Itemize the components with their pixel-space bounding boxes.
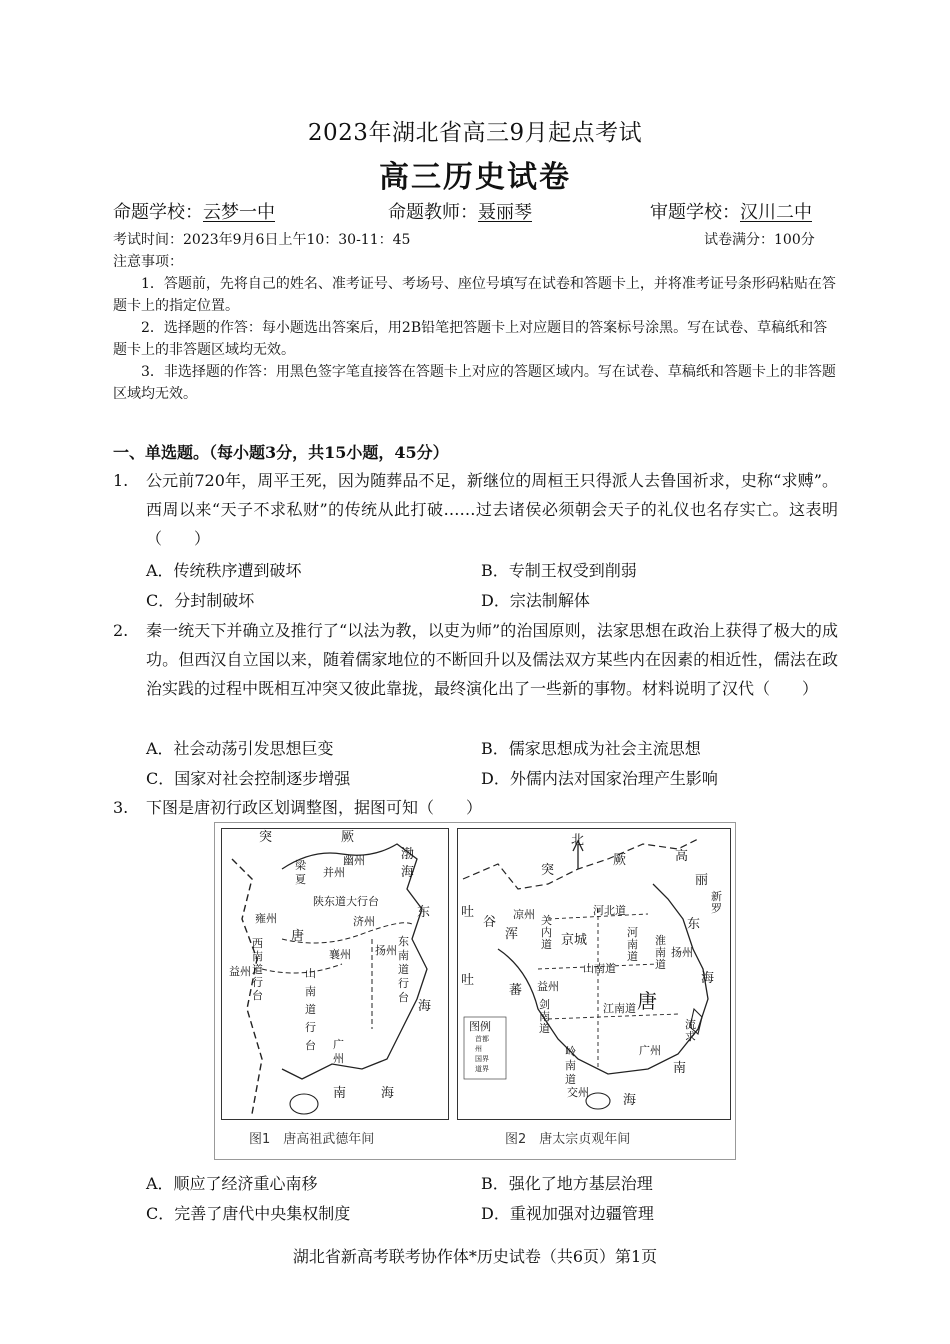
map-label: 江南道 (603, 1002, 636, 1015)
map-label: 厥 (613, 853, 627, 868)
map-label: 京城 (561, 933, 588, 948)
setter-school: 命题学校：云梦一中 (113, 202, 275, 223)
map1-caption: 图1 唐高祖武德年间 (249, 1132, 375, 1147)
map-label: 谷 (483, 915, 497, 930)
legend-item: 首都 (475, 1035, 489, 1043)
map-label: 东 (417, 905, 431, 920)
map-label: 山南道 (583, 962, 616, 975)
option-b: B．儒家思想成为社会主流思想 (481, 739, 701, 758)
map-label: 海 (381, 1086, 395, 1101)
map-label: 海 (701, 971, 715, 986)
map-label: 高 (675, 849, 689, 864)
legend-item: 道界 (475, 1065, 489, 1073)
map-label: 厥 (341, 830, 355, 845)
map-label: 扬州 (671, 946, 693, 959)
option-b: B．专制王权受到削弱 (481, 561, 637, 580)
map-label: 流求 (685, 1018, 696, 1043)
notice-list (113, 273, 838, 405)
notice-heading: 注意事项： (113, 254, 183, 270)
map-label: 西南道行台 (252, 937, 263, 1002)
exam-time: 考试时间：2023年9月6日上午10：30-11：45 (113, 232, 411, 248)
map-label: 北 (571, 833, 585, 848)
map-label: 益州 (229, 965, 251, 978)
map-label: 突 (259, 830, 273, 845)
option-d: D．重视加强对边疆管理 (481, 1204, 654, 1223)
map-label: 岭南道 (565, 1045, 576, 1086)
map-label: 丽 (695, 873, 709, 888)
map-label: 陕东道大行台 (313, 895, 379, 908)
question-number: 1. (113, 471, 129, 490)
map-label: 幽州 (343, 854, 365, 867)
option-a: A．传统秩序遭到破坏 (146, 561, 302, 580)
map-label: 河南道 (627, 926, 638, 963)
map-label: 济州 (353, 915, 375, 928)
notice-item: 1．答题前，先将自己的姓名、准考证号、考场号、座位号填写在试卷和答题卡上，并将准考证号条形码粘贴在答题卡上的指定位置。 (113, 276, 836, 314)
map-label: 广州 (639, 1044, 661, 1057)
map2-caption: 图2 唐太宗贞观年间 (505, 1132, 631, 1147)
legend-item: 国界 (475, 1055, 489, 1063)
option-c: C．完善了唐代中央集权制度 (146, 1204, 351, 1223)
setter-teacher: 命题教师：聂丽琴 (388, 202, 532, 223)
page-footer: 湖北省新高考联考协作体*历史试卷（共6页）第1页 (292, 1247, 658, 1266)
map-label: 海 (623, 1093, 637, 1108)
option-b: B．强化了地方基层治理 (481, 1174, 653, 1193)
map-label: 山南道行台 (305, 967, 316, 1052)
map-label: 唐 (291, 929, 305, 944)
map-label: 并州 (323, 866, 345, 879)
map-label: 新 (711, 890, 722, 903)
map-label: 东南道行台 (398, 935, 409, 1004)
map-label: 襄州 (329, 948, 351, 961)
map-label: 南 (333, 1086, 347, 1101)
map-figure (214, 822, 736, 1160)
option-a: A．顺应了经济重心南移 (146, 1174, 318, 1193)
map-label: 交州 (567, 1086, 589, 1099)
map-label: 浑 (505, 927, 519, 942)
map-label: 广州 (333, 1038, 344, 1065)
map-label: 梁 (295, 859, 306, 872)
map-label: 罗 (711, 902, 722, 915)
question-text: 公元前720年，周平王死，因为随葬品不足，新继位的周桓王只得派人去鲁国祈求，史称“求赙”。西周以来“天子不求私财”的传统从此打破……过去诸侯必须朝会天子的礼仪也名存实亡。这表明（ ） (146, 471, 838, 548)
map-label: 海 (418, 999, 432, 1014)
map-label: 扬州 (375, 944, 397, 957)
question-number: 2. (113, 621, 129, 640)
map-label: 唐 (637, 989, 657, 1013)
reviewer-school: 审题学校：汉川二中 (650, 202, 812, 223)
question-text: 秦一统天下并确立及推行了“以法为教，以吏为师”的治国原则，法家思想在政治上获得了极大的成功。但西汉自立国以来，随着儒家地位的不断回升以及儒法双方某些内在因素的相近性，儒法在政治实践的过程中既相互冲突又彼此靠拢，最终演化出了一些新的事物。材料说明了汉代（ ） (146, 621, 838, 698)
map-label: 益州 (537, 980, 559, 993)
map-label: 吐 (461, 973, 475, 988)
map-label: 东 (687, 917, 701, 932)
section-heading: 一、单选题。（每小题3分，共15小题，45分） (113, 443, 449, 462)
question-number: 3. (113, 798, 129, 817)
map-label: 南 (673, 1061, 687, 1076)
legend-item: 州 (475, 1045, 482, 1053)
map-label: 海 (401, 865, 415, 880)
notice-item: 3．非选择题的作答：用黑色签字笔直接答在答题卡上对应的答题区域内。写在试卷、草稿纸和答题卡上的非答题区域均无效。 (113, 364, 836, 402)
map-label: 渤 (401, 847, 415, 862)
option-c: C．国家对社会控制逐步增强 (146, 769, 351, 788)
map-label: 关内道 (541, 914, 552, 951)
map-label: 吐 (461, 905, 475, 920)
option-d: D．宗法制解体 (481, 591, 590, 610)
map-label: 夏 (295, 873, 306, 886)
map-label: 淮南道 (655, 934, 666, 971)
legend-title: 图例 (469, 1020, 491, 1033)
exam-subtitle: 高三历史试卷 (379, 160, 571, 195)
option-d: D．外儒内法对国家治理产生影响 (481, 769, 718, 788)
notice-item: 2．选择题的作答：每小题选出答案后，用2B铅笔把答题卡上对应题目的答案标号涂黑。写在试卷、草稿纸和答题卡上的非答题区域均无效。 (113, 320, 828, 358)
exam-title: 2023年湖北省高三9月起点考试 (307, 120, 643, 146)
map-label: 剑南道 (539, 998, 550, 1035)
option-c: C．分封制破坏 (146, 591, 255, 610)
exam-score: 试卷满分：100分 (704, 232, 815, 248)
map-label: 突 (541, 863, 555, 878)
map-label: 蕃 (509, 983, 523, 998)
map-label: 凉州 (513, 908, 535, 921)
map-label: 雍州 (255, 912, 277, 925)
map-label: 河北道 (593, 904, 626, 917)
option-a: A．社会动荡引发思想巨变 (146, 739, 334, 758)
question-text: 下图是唐初行政区划调整图，据图可知（ ） (146, 798, 483, 817)
